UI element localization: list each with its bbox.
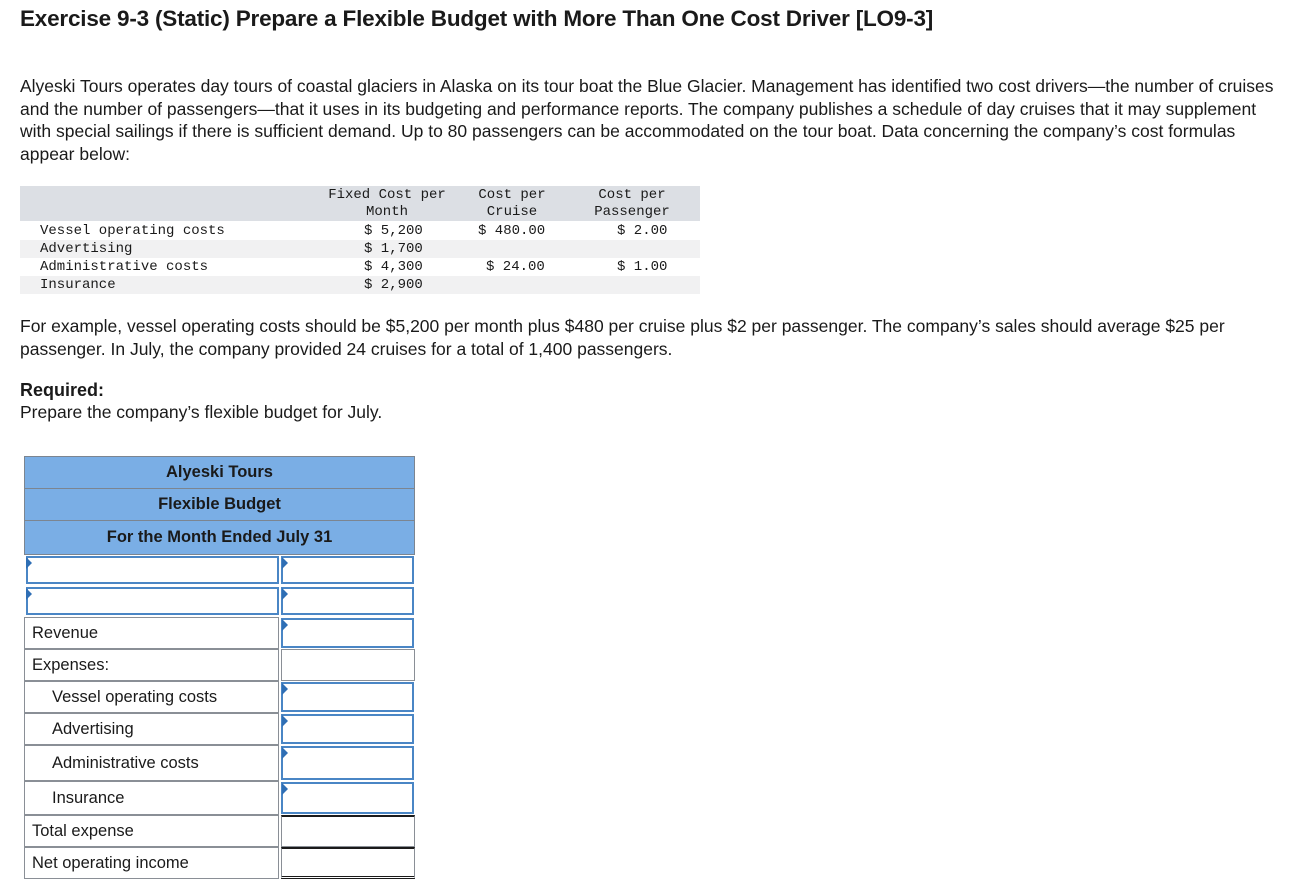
budget-row-net-income [24,847,415,879]
input-marker-icon [282,683,288,695]
fixed-cost-value: $ 4,300 [364,259,423,275]
passenger-cost-value: $ 2.00 [617,223,668,239]
row-label: Insurance [24,781,279,815]
input-marker-icon [282,747,288,759]
input-marker-icon [282,715,288,727]
budget-header-row-2 [24,586,415,616]
cost-row-advertising [20,240,700,258]
header-cost-per-passenger: Cost per Passenger [594,187,670,220]
budget-row-insurance [24,781,415,815]
input-marker-icon [26,588,32,600]
required-text: Prepare the company’s flexible budget for July. [20,402,383,422]
budget-company-name: Alyeski Tours [24,456,415,489]
fixed-cost-value: $ 5,200 [364,223,423,239]
row-label: Total expense [24,815,279,847]
header-cost-per-cruise: Cost per Cruise [478,187,546,220]
example-text: For example, vessel operating costs should be $5,200 per month plus $480 per cruise plus $2 per passenger. The company’s sales should average $25 per passenger. In July, the company provided 24 cruises for a total of 1,400 passengers. [20,316,1225,359]
budget-period: For the Month Ended July 31 [24,520,415,555]
header-fixed-cost: Fixed Cost per Month [328,187,446,220]
cost-row-vessel [20,222,700,240]
row-label: Vessel operating costs [24,681,279,713]
row-label: Advertising [24,713,279,745]
vessel-cost-input[interactable] [281,682,414,712]
input-marker-icon [282,619,288,631]
cost-row-administrative [20,258,700,276]
header-label-input-2[interactable] [26,587,279,615]
problem-description: Alyeski Tours operates day tours of coastal glaciers in Alaska on its tour boat the Blue Glacier. Management has identified two cost drivers—the number of cruises and the number of passengers—that it uses in its budgeting and performance reports. The company publishes a schedule of day cruises that it may supplement with special sailings if there is sufficient demand. Up to 80 passengers can be accommodated on the tour boat. Data concerning the company’s cost formulas appear below: [20,76,1274,164]
budget-header-row-1 [24,555,415,585]
budget-row-vessel [24,681,415,713]
net-income-value [281,847,415,879]
row-label: Revenue [24,617,279,649]
cost-row-insurance [20,276,700,294]
input-marker-icon [282,588,288,600]
cruise-cost-value: $ 24.00 [486,259,545,275]
fixed-cost-value: $ 1,700 [364,241,423,257]
cost-table-header [20,186,700,221]
row-label: Advertising [40,241,133,257]
administrative-cost-input[interactable] [281,746,414,780]
budget-statement-name: Flexible Budget [24,488,415,521]
row-label: Administrative costs [40,259,209,275]
row-label: Expenses: [24,649,279,681]
header-value-input-2[interactable] [281,587,414,615]
advertising-input[interactable] [281,714,414,744]
budget-row-revenue [24,617,415,649]
input-marker-icon [282,557,288,569]
row-label: Net operating income [24,847,279,879]
total-expense-value [281,815,415,847]
header-value-input-1[interactable] [281,556,414,584]
budget-row-total-expense [24,815,415,847]
fixed-cost-value: $ 2,900 [364,277,423,293]
insurance-input[interactable] [281,782,414,814]
revenue-input[interactable] [281,618,414,648]
header-label-input-1[interactable] [26,556,279,584]
passenger-cost-value: $ 1.00 [617,259,668,275]
row-label: Vessel operating costs [40,223,225,239]
row-label: Administrative costs [24,745,279,781]
page-title: Exercise 9-3 (Static) Prepare a Flexible Budget with More Than One Cost Driver [LO9-3] [20,6,934,31]
expenses-value-cell [281,649,415,681]
row-label: Insurance [40,277,116,293]
required-label: Required: [20,380,105,400]
budget-row-administrative [24,745,415,781]
budget-row-expenses [24,649,415,681]
budget-row-advertising [24,713,415,745]
input-marker-icon [282,783,288,795]
input-marker-icon [26,557,32,569]
cruise-cost-value: $ 480.00 [478,223,546,239]
